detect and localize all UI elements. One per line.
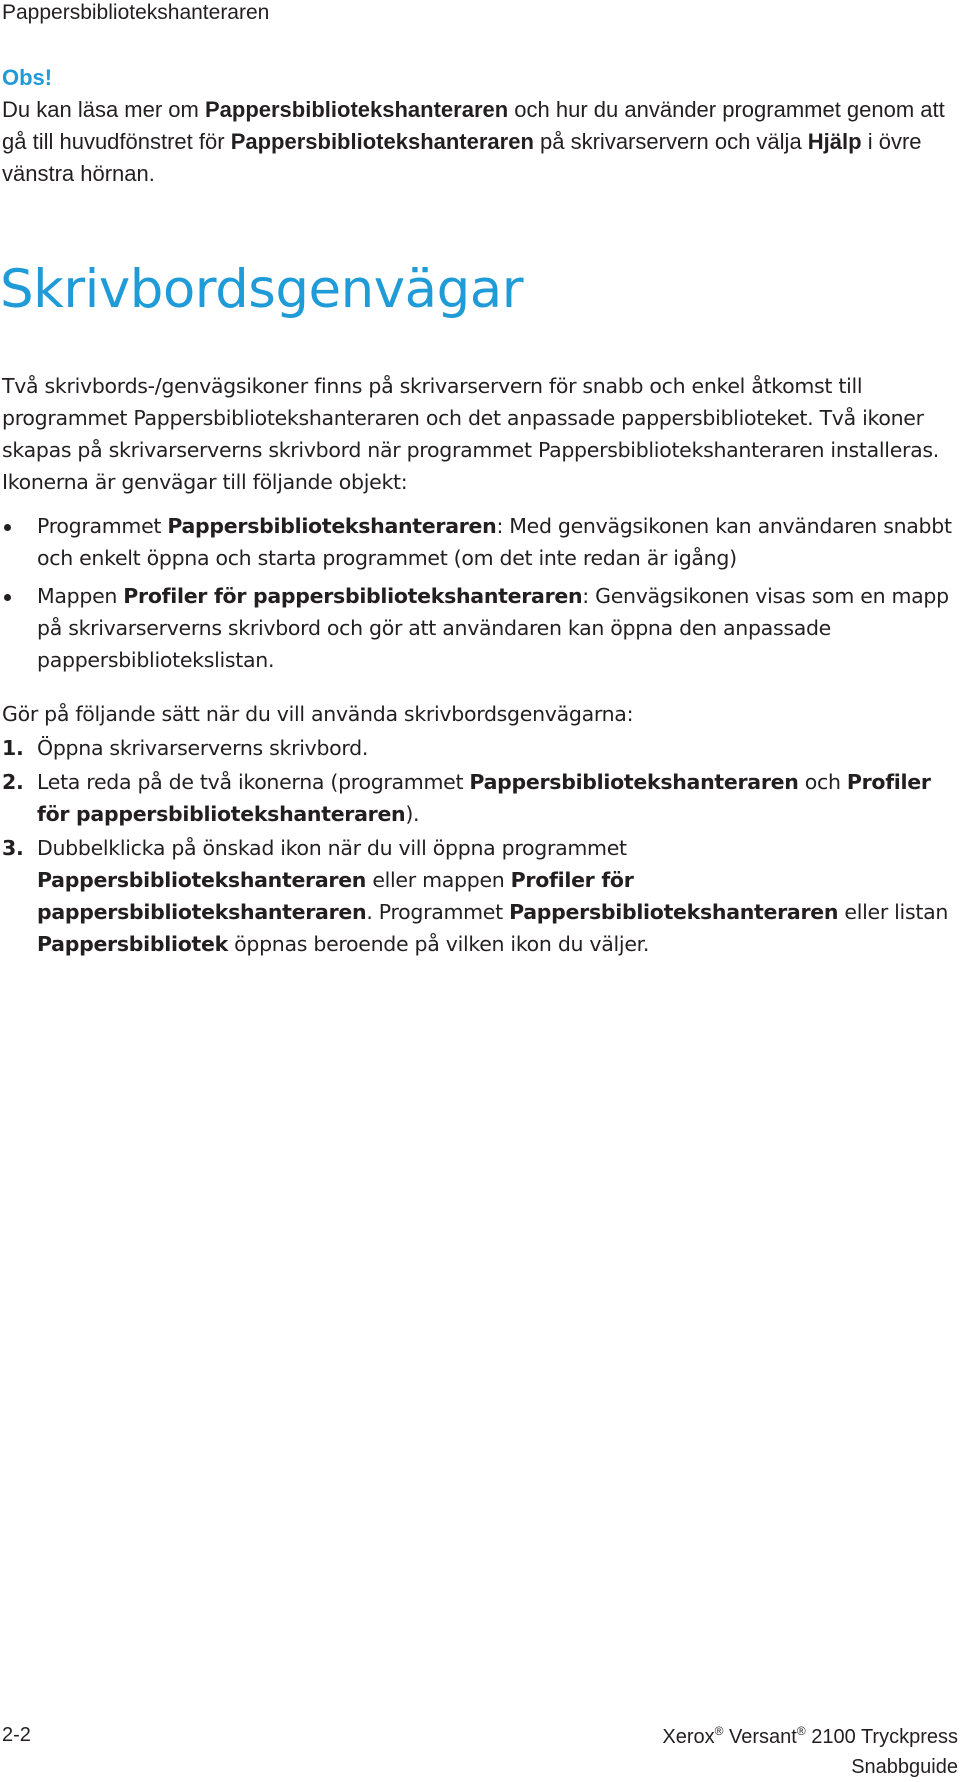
note-label: Obs!: [2, 65, 53, 90]
running-header: Pappersbibliotekshanteraren: [2, 1, 270, 24]
footer-guide: Snabbguide: [851, 1756, 958, 1778]
note-text: Du kan läsa mer om Pappersbibliotekshanteraren och hur du använder programmet genom att gå till huvudfönstret för Pappersbibliotekshanteraren på skrivarservern och välja Hjälp i övre vänstra hörnan.: [2, 97, 945, 186]
footer-product-line: Xerox® Versant® 2100 Tryckpress: [662, 1724, 958, 1748]
note-box: [2, 62, 952, 190]
steps-intro: Gör på följande sätt när du vill använda skrivbordsgenvägarna:: [2, 702, 634, 726]
section-title: Skrivbordsgenvägar: [0, 259, 523, 320]
list-item: Programmet Pappersbibliotekshanteraren: Med genvägsikonen kan användaren snabbt och enkelt öppna och starta programmet (om det inte redan är igång): [2, 510, 952, 574]
shortcut-list: [2, 510, 952, 676]
footer-product: [662, 1722, 958, 1782]
list-item: Mappen Profiler för pappersbibliotekshanteraren: Genvägsikonen visas som en mapp på skrivarserverns skrivbord och gör att användaren kan öppna den anpassade pappersbibliotekslistan.: [2, 580, 952, 676]
section-body: [2, 370, 952, 962]
steps-list: [2, 732, 952, 960]
step-number: 2.: [2, 770, 24, 794]
step-item: 3. Dubbelklicka på önskad ikon när du vill öppna programmet Pappersbibliotekshanteraren eller mappen Profiler för pappersbibliotekshanteraren. Programmet Pappersbibliotekshanteraren eller listan Pappersbibliotek öppnas beroende på vilken ikon du väljer.: [2, 832, 952, 960]
step-number: 3.: [2, 836, 24, 860]
page-number: 2-2: [2, 1724, 31, 1746]
step-item: 2. Leta reda på de två ikonerna (programmet Pappersbibliotekshanteraren och Profiler för pappersbibliotekshanteraren).: [2, 766, 952, 830]
step-number: 1.: [2, 736, 24, 760]
step-item: 1. Öppna skrivarserverns skrivbord.: [2, 732, 952, 764]
section-paragraph: Två skrivbords-/genvägsikoner finns på skrivarservern för snabb och enkel åtkomst till programmet Pappersbibliotekshanteraren och det anpassade pappersbiblioteket. Två ikoner skapas på skrivarserverns skrivbord när programmet Pappersbibliotekshanteraren installeras. Ikonerna är genvägar till följande objekt:: [2, 374, 939, 494]
